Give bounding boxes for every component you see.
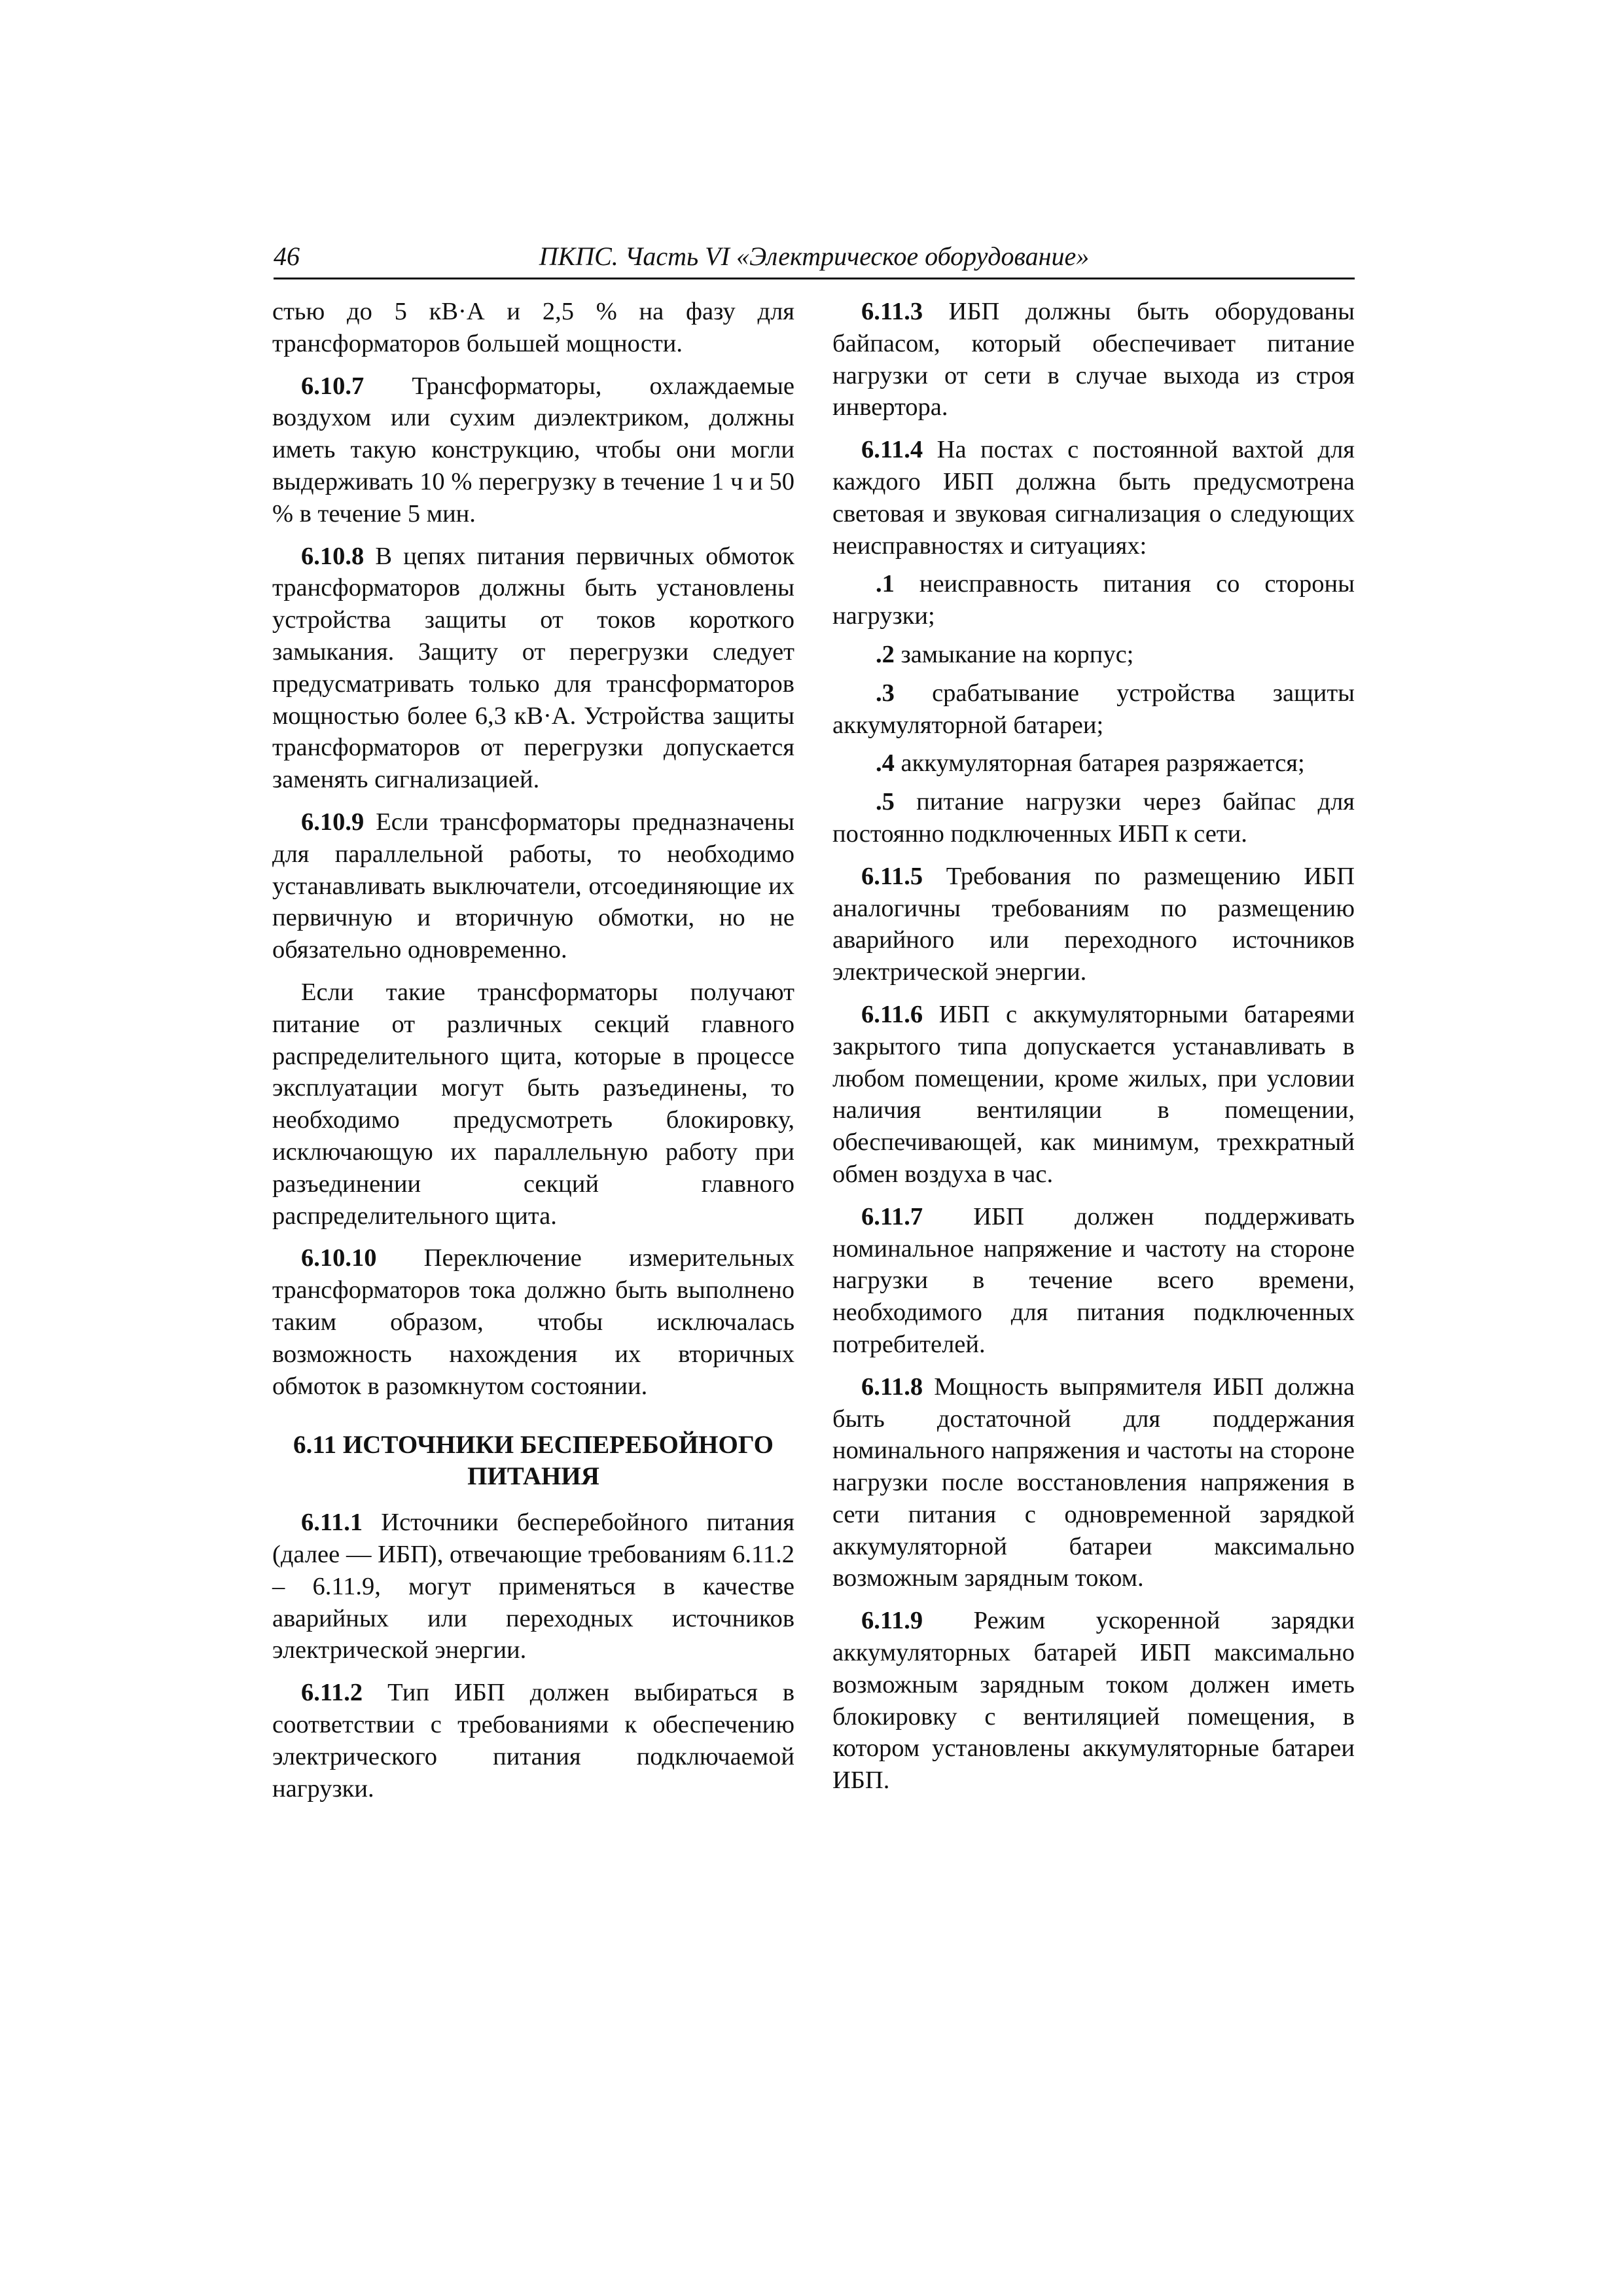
right-column: [832, 296, 1355, 1807]
paragraph-6-10-9: 6.10.9 Если трансформаторы предназначены для параллельной работы, то необходимо устанавливать выключатели, отсоединяющие их первичную и вторичную обмотки, но не обязательно одновременно.: [272, 808, 795, 964]
list-item: .4 аккумуляторная батарея разряжается;: [876, 749, 1305, 778]
list-item: .2 замыкание на корпус;: [876, 640, 1134, 668]
page-header: [274, 237, 1355, 279]
list-item: .1 неисправность питания со стороны нагрузки;: [832, 570, 1355, 630]
section-heading-line-1: 6.11 ИСТОЧНИКИ БЕСПЕРЕБОЙНОГО: [293, 1431, 774, 1460]
page-number: 46: [274, 242, 300, 271]
paragraph-6-11-1: 6.11.1 Источники бесперебойного питания (далее — ИБП), отвечающие требованиям 6.11.2 – 6.11.9, могут применяться в качестве аварийных или переходных источников электрической энергии.: [272, 1509, 794, 1664]
paragraph-6-10-9-cont: Если такие трансформаторы получают питание от различных секций главного распределительного щита, которые в процессе эксплуатации могут быть разъединены, то необходимо предусмотреть блокировку, исключающую их параллельную работу при разъединении секций главного распределительного щита.: [272, 978, 794, 1230]
paragraph-6-11-7: 6.11.7 ИБП должен поддерживать номинальное напряжение и частоту на стороне нагрузки в течение всего времени, необходимого для питания подключенных потребителей.: [832, 1202, 1355, 1358]
clause-number: 6.11.1: [301, 1509, 363, 1537]
clause-number: 6.11.8: [861, 1372, 923, 1401]
clause-number: 6.10.9: [301, 808, 365, 836]
section-heading-line-2: ПИТАНИЯ: [467, 1462, 599, 1491]
paragraph-continuation: стью до 5 кВ·А и 2,5 % на фазу для трансформаторов большей мощности.: [272, 298, 794, 357]
clause-number: 6.11.6: [861, 1000, 923, 1028]
paragraph-6-11-9: 6.11.9 Режим ускоренной зарядки аккумуляторных батарей ИБП максимально возможным зарядным током должен иметь блокировку с вентиляцией помещения, в котором установлены аккумуляторные батареи ИБП.: [832, 1607, 1355, 1795]
list-item: .3 срабатывание устройства защиты аккумуляторной батареи;: [832, 679, 1355, 739]
running-title: ПКПС. Часть VI «Электрическое оборудование»: [539, 242, 1090, 271]
paragraph-6-11-4: 6.11.4 На постах с постоянной вахтой для каждого ИБП должна быть предусмотрена световая и звуковая сигнализация о следующих неисправностях и ситуациях:: [832, 436, 1355, 560]
paragraph-6-11-2: 6.11.2 Тип ИБП должен выбираться в соответствии с требованиями к обеспечению электрического питания подключаемой нагрузки.: [272, 1679, 795, 1803]
clause-number: 6.10.7: [301, 372, 365, 400]
paragraph-6-11-6: 6.11.6 ИБП с аккумуляторными батареями закрытого типа допускается устанавливать в любом помещении, кроме жилых, при условии наличия вентиляции в помещении, обеспечивающей, как минимум, трехкратный обмен воздуха в час.: [832, 1000, 1355, 1188]
left-column: [272, 296, 794, 1815]
paragraph-6-10-7: 6.10.7 Трансформаторы, охлаждаемые воздухом или сухим диэлектриком, должны иметь такую конструкцию, чтобы они могли выдерживать 10 % перегрузку в течение 1 ч и 50 % в течение 5 мин.: [272, 372, 794, 528]
list-item: .5 питание нагрузки через байпас для постоянно подключенных ИБП к сети.: [832, 788, 1355, 848]
clause-number: 6.11.4: [861, 436, 923, 464]
section-heading: [272, 1429, 794, 1492]
clause-number: 6.11.2: [301, 1679, 363, 1707]
clause-number: 6.11.9: [861, 1607, 923, 1635]
paragraph-6-10-8: 6.10.8 В цепях питания первичных обмоток трансформаторов должны быть установлены устройства защиты от токов короткого замыкания. Защиту от перегрузки следует предусматривать только для трансформаторов мощностью более 6,3 кВ·А. Устройства защиты трансформаторов от перегрузки допускается заменять сигнализацией.: [272, 542, 795, 794]
clause-number: 6.10.10: [301, 1244, 377, 1272]
clause-number: 6.11.5: [861, 862, 923, 890]
clause-number: 6.10.8: [301, 542, 365, 570]
paragraph-6-11-5: 6.11.5 Требования по размещению ИБП аналогичны требованиям по размещению аварийного или переходного источников электрической энергии.: [832, 862, 1355, 986]
paragraph-6-11-8: 6.11.8 Мощность выпрямителя ИБП должна быть достаточной для поддержания номинального напряжения и частоты на стороне нагрузки после восстановления напряжения в сети питания с одновременной зарядкой аккумуляторной батареи максимально возможным зарядным током.: [832, 1372, 1355, 1592]
clause-number: 6.11.3: [861, 298, 923, 325]
paragraph-6-11-3: 6.11.3 ИБП должны быть оборудованы байпасом, который обеспечивает питание нагрузки от сети в случае выхода из строя инвертора.: [832, 298, 1355, 422]
paragraph-6-10-10: 6.10.10 Переключение измерительных трансформаторов тока должно быть выполнено таким образом, чтобы исключалась возможность нахождения их вторичных обмоток в разомкнутом состоянии.: [272, 1244, 795, 1400]
clause-number: 6.11.7: [861, 1202, 923, 1230]
